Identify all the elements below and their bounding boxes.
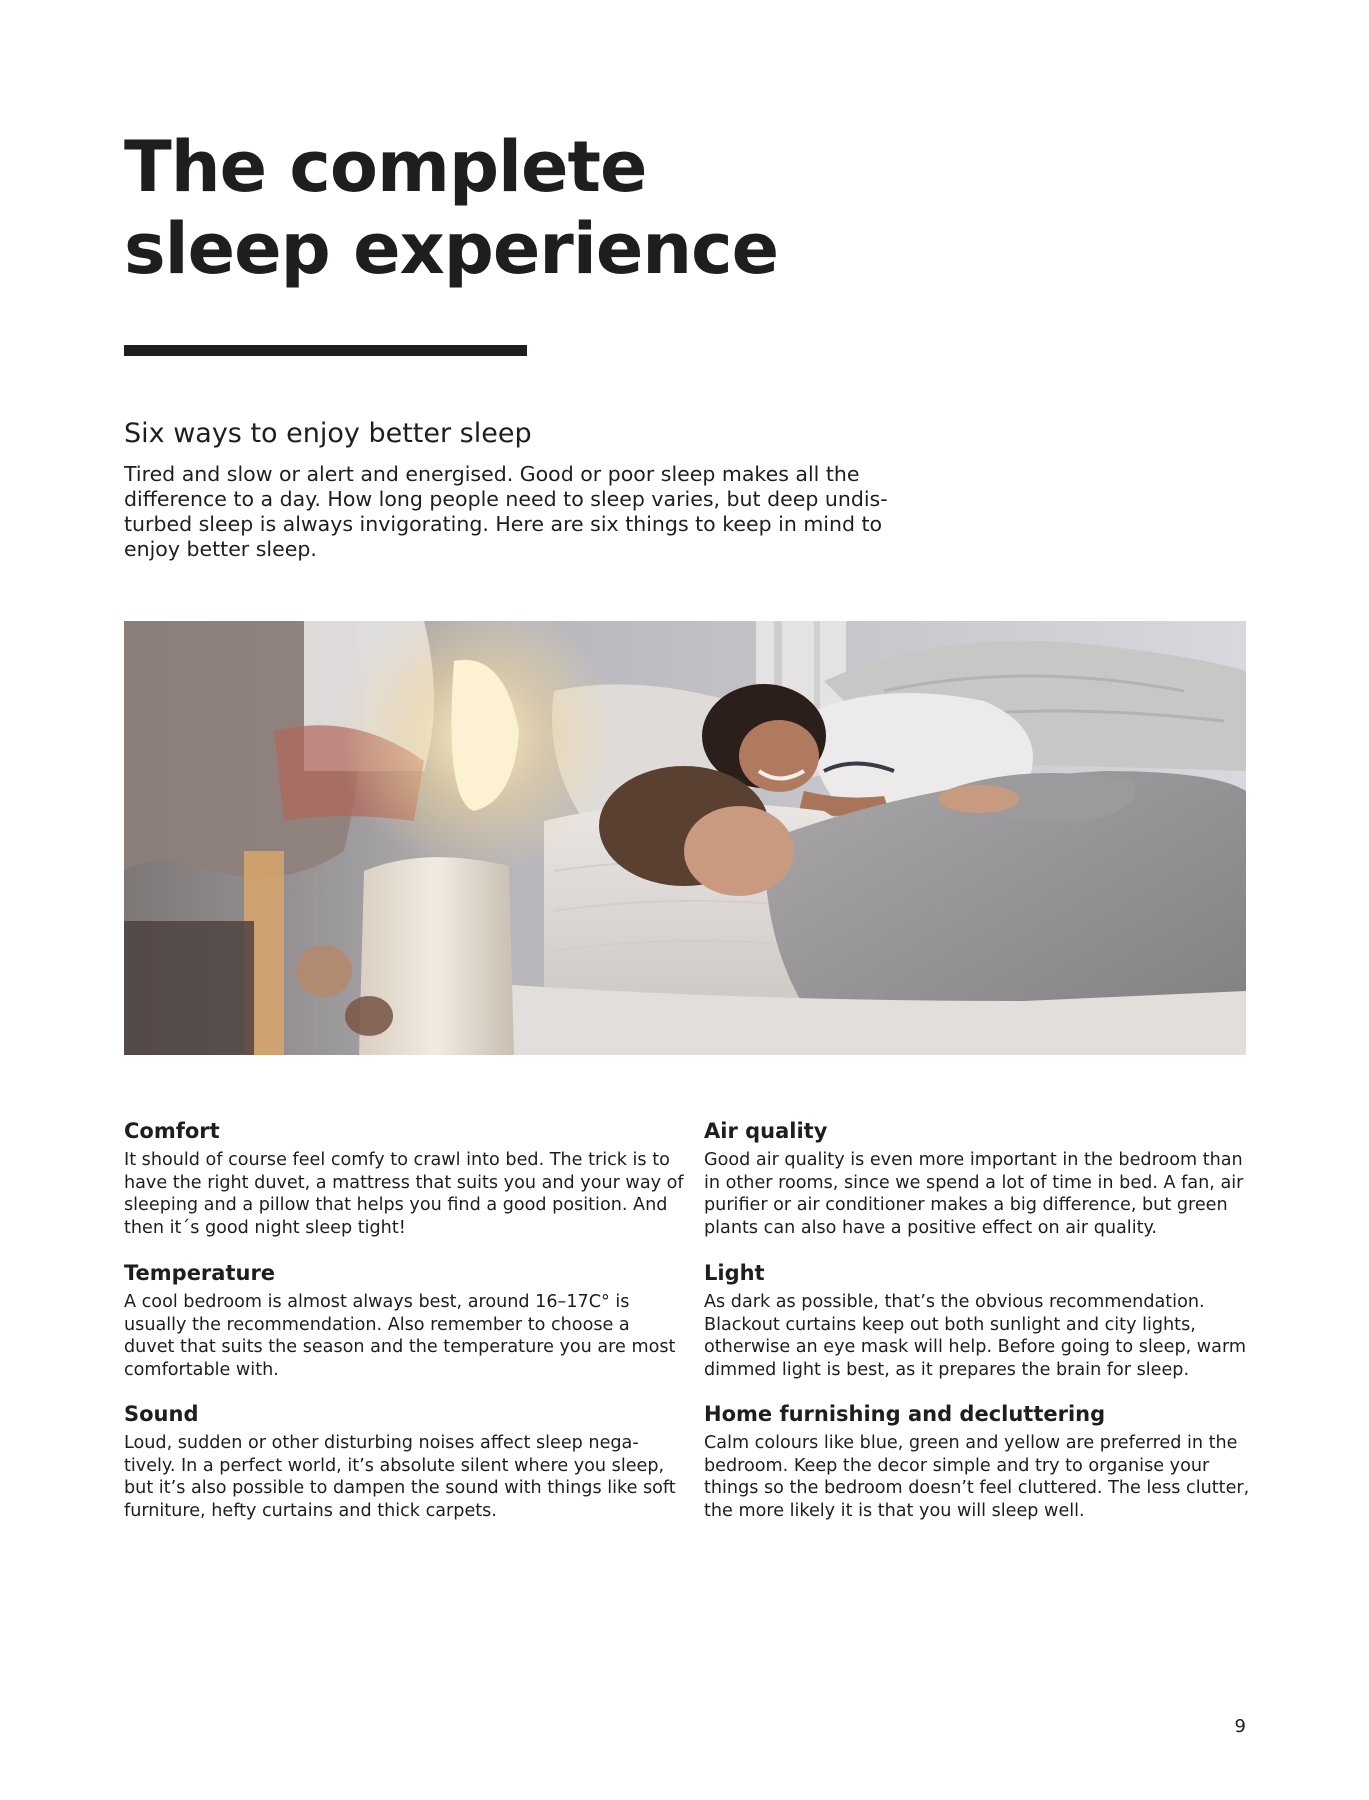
- section-body: [124, 1432, 684, 1522]
- section-body-line: A cool bedroom is almost always best, around 16–17C° is: [124, 1292, 630, 1312]
- intro-line: turbed sleep is always invigorating. Here are six things to keep in mind to: [124, 512, 883, 536]
- section-body-line: purifier or air conditioner makes a big difference, but green: [704, 1195, 1228, 1215]
- section-body-line: dimmed light is best, as it prepares the brain for sleep.: [704, 1359, 1190, 1380]
- section-body: [704, 1432, 1264, 1522]
- section-body-line: otherwise an eye mask will help. Before going to sleep, warm: [704, 1337, 1247, 1357]
- section-body-line: As dark as possible, that’s the obvious recommendation.: [704, 1292, 1205, 1312]
- section-air-quality: [704, 1117, 1264, 1239]
- section-body-line: plants can also have a positive effect on air quality.: [704, 1217, 1157, 1238]
- section-body-line: bedroom. Keep the decor simple and try to organise your: [704, 1455, 1210, 1476]
- section-body-line: furniture, hefty curtains and thick carpets.: [124, 1500, 497, 1521]
- page-title-line: The complete: [124, 126, 647, 208]
- section-body-line: Loud, sudden or other disturbing noises affect sleep nega-: [124, 1433, 639, 1453]
- intro-line: Tired and slow or alert and energised. Good or poor sleep makes all the: [124, 462, 860, 486]
- section-temperature: [124, 1259, 684, 1381]
- section-body-line: the more likely it is that you will sleep well.: [704, 1500, 1085, 1521]
- section-home-furnishing: [704, 1400, 1264, 1522]
- section-body: [124, 1149, 684, 1239]
- intro-paragraph: [124, 462, 888, 562]
- section-body: [124, 1291, 684, 1381]
- section-body-line: duvet that suits the season and the temperature you are most: [124, 1337, 676, 1357]
- section-body-line: Blackout curtains keep out both sunlight and city lights,: [704, 1314, 1196, 1335]
- bedroom-photo: [124, 621, 1246, 1055]
- section-body-line: usually the recommendation. Also remember to choose a: [124, 1314, 630, 1335]
- section-heading: Sound: [124, 1402, 199, 1426]
- section-light: [704, 1259, 1264, 1381]
- section-body-line: have the right duvet, a mattress that suits you and your way of: [124, 1172, 684, 1193]
- title-divider: [124, 345, 527, 356]
- intro-line: difference to a day. How long people need to sleep varies, but deep undis-: [124, 487, 888, 511]
- intro-line: enjoy better sleep.: [124, 537, 317, 561]
- section-body-line: tively. In a perfect world, it’s absolute silent where you sleep,: [124, 1455, 665, 1476]
- section-body: [704, 1291, 1264, 1381]
- page-title: [124, 126, 924, 290]
- section-heading: Light: [704, 1261, 765, 1285]
- section-heading: Air quality: [704, 1119, 828, 1143]
- section-comfort: [124, 1117, 684, 1239]
- section-body-line: sleeping and a pillow that helps you find a good position. And: [124, 1195, 668, 1215]
- section-body: [704, 1149, 1264, 1239]
- page-number: 9: [1234, 1716, 1246, 1737]
- section-heading: Temperature: [124, 1261, 276, 1285]
- section-body-line: It should of course feel comfy to crawl into bed. The trick is to: [124, 1150, 670, 1170]
- section-heading: Home furnishing and decluttering: [704, 1402, 1106, 1426]
- page-title-line: sleep experience: [124, 208, 779, 290]
- section-body-line: things so the bedroom doesn’t feel cluttered. The less clutter,: [704, 1478, 1250, 1498]
- section-body-line: in other rooms, since we spend a lot of time in bed. A fan, air: [704, 1172, 1244, 1193]
- section-body-line: Good air quality is even more important in the bedroom than: [704, 1150, 1243, 1170]
- section-body-line: then it´s good night sleep tight!: [124, 1217, 406, 1238]
- section-sound: [124, 1400, 684, 1522]
- section-body-line: but it’s also possible to dampen the sound with things like soft: [124, 1478, 676, 1498]
- section-body-line: comfortable with.: [124, 1359, 279, 1380]
- section-body-line: Calm colours like blue, green and yellow are preferred in the: [704, 1433, 1238, 1453]
- section-heading: Comfort: [124, 1119, 220, 1143]
- section-subtitle: Six ways to enjoy better sleep: [124, 418, 532, 449]
